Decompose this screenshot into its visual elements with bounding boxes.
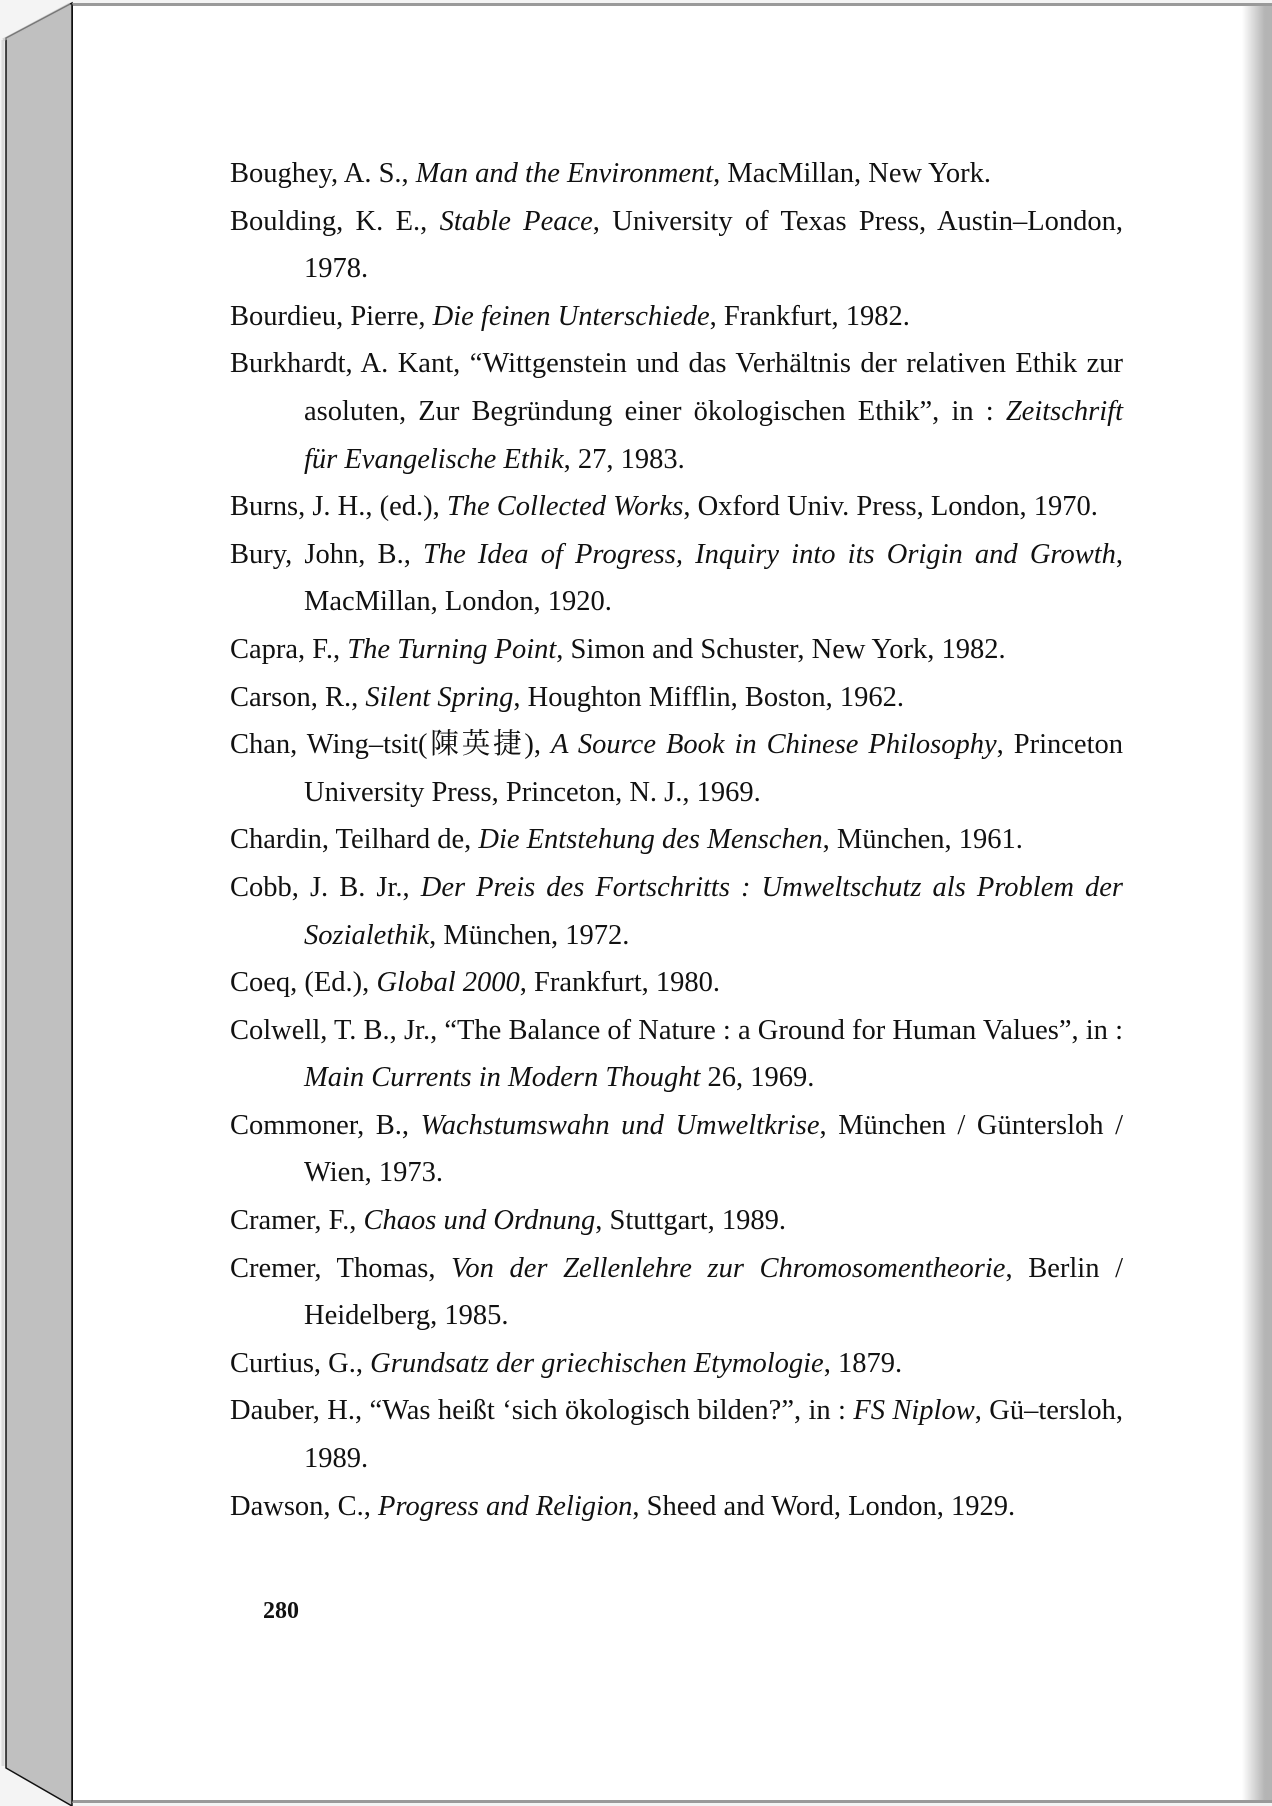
- entry-text: Boulding, K. E.,: [230, 205, 440, 237]
- entry-title: Wachstumswahn und Umweltkrise: [420, 1109, 820, 1141]
- entry-text: Commoner, B.,: [230, 1109, 421, 1141]
- bibliography-entry: [230, 626, 1123, 674]
- entry-text: Curtius, G.,: [230, 1347, 371, 1379]
- entry-title: The Turning Point: [347, 633, 557, 665]
- entry-text: , Gü–tersloh, 1989.: [304, 1395, 1124, 1475]
- page-number: 280: [263, 1598, 299, 1624]
- entry-title: Der Preis des Fortschritts : Umweltschutz als Problem der Sozialethik: [304, 871, 1123, 951]
- entry-title: The Collected Works: [446, 491, 684, 523]
- bibliography-entry: [230, 1102, 1123, 1197]
- entry-text: , University of Texas Press, Austin–London, 1978.: [304, 205, 1123, 285]
- bibliography-entry: [230, 483, 1123, 531]
- entry-text: , Berlin / Heidelberg, 1985.: [304, 1252, 1123, 1332]
- bibliography-entry: [230, 1007, 1123, 1102]
- entry-text: , Frankfurt, 1982.: [709, 300, 910, 332]
- entry-title: Man and the Environment: [415, 158, 714, 189]
- entry-text: Cremer, Thomas,: [230, 1252, 452, 1284]
- entry-title: Progress and Religion: [378, 1490, 633, 1522]
- entry-text: , Houghton Mifflin, Boston, 1962.: [513, 681, 905, 713]
- entry-text: Coeq, (Ed.),: [230, 967, 377, 999]
- entry-text: Boughey, A. S.,: [230, 158, 416, 189]
- entry-text: Colwell, T. B., Jr., “The Balance of Nature : a Ground for Human Values”, in :: [230, 1014, 1123, 1046]
- entry-title: A Source Book in Chinese Philosophy: [551, 729, 997, 761]
- bibliography-entry: [230, 198, 1123, 293]
- page-edge-shadow: [1242, 6, 1272, 1800]
- entry-title: Grundsatz der griechischen Etymologie: [370, 1347, 824, 1379]
- entry-title: Zeitschrift für Evangelische Ethik: [304, 395, 1123, 475]
- entry-text: , MacMillan, London, 1920.: [304, 538, 1123, 618]
- entry-text: Chardin, Teilhard de,: [230, 824, 479, 856]
- entry-title: Main Currents in Modern Thought: [304, 1062, 701, 1094]
- bibliography-entry: [230, 1483, 1123, 1531]
- bibliography-entry: [230, 293, 1123, 341]
- entry-title: Silent Spring: [365, 681, 514, 713]
- bibliography-entry: [230, 816, 1123, 864]
- bibliography-entry: [230, 1387, 1123, 1482]
- entry-text: , Sheed and Word, London, 1929.: [632, 1490, 1016, 1522]
- entry-title: Global 2000: [376, 967, 520, 999]
- entry-text: Chan, Wing–tsit(陳英捷),: [230, 729, 552, 761]
- entry-title: The Idea of Progress, Inquiry into its Origin and Growth: [422, 538, 1116, 570]
- entry-text: , München / Güntersloh / Wien, 1973.: [304, 1109, 1124, 1189]
- bibliography-entry: [230, 674, 1123, 722]
- entry-text: Capra, F.,: [230, 633, 348, 665]
- entry-title: Von der Zellenlehre zur Chromosomentheorie: [451, 1252, 1006, 1284]
- entry-text: Bourdieu, Pierre,: [230, 300, 433, 332]
- entry-title: Chaos und Ordnung: [363, 1205, 596, 1237]
- entry-text: , Stuttgart, 1989.: [595, 1205, 787, 1237]
- entry-text: , München, 1961.: [822, 824, 1023, 856]
- bibliography-entry: [230, 864, 1123, 959]
- bibliography-entry: [230, 531, 1123, 626]
- bibliography-entry: [230, 1245, 1123, 1340]
- entry-text: Burns, J. H., (ed.),: [230, 491, 447, 523]
- entry-text: , Princeton University Press, Princeton, N. J., 1969.: [304, 729, 1123, 808]
- entry-text: Bury, John, B.,: [230, 538, 423, 570]
- entry-text: , München, 1972.: [429, 919, 630, 951]
- entry-text: , MacMillan, New York.: [713, 158, 992, 189]
- entry-text: Dawson, C.,: [230, 1490, 379, 1522]
- entry-title: Stable Peace: [439, 205, 593, 237]
- entry-text: , 1879.: [823, 1347, 903, 1379]
- bibliography-entry: [230, 959, 1123, 1007]
- entry-text: , Simon and Schuster, New York, 1982.: [556, 633, 1006, 665]
- entry-text: Carson, R.,: [230, 681, 366, 713]
- bibliography-entry: [230, 1197, 1123, 1245]
- entry-title: Die feinen Unterschiede: [432, 300, 710, 332]
- bibliography-list: [230, 150, 1123, 1530]
- entry-title: Die Entstehung des Menschen: [478, 824, 823, 856]
- entry-text: , Frankfurt, 1980.: [519, 967, 720, 999]
- book-spine: [0, 0, 80, 1806]
- bibliography-entry: [230, 150, 1123, 198]
- entry-text: Dauber, H., “Was heißt ‘sich ökologisch bilden?”, in :: [230, 1395, 854, 1427]
- entry-text: Cobb, J. B. Jr.,: [230, 871, 421, 903]
- entry-text: , 27, 1983.: [563, 443, 685, 475]
- entry-text: , Oxford Univ. Press, London, 1970.: [683, 491, 1098, 523]
- entry-text: Cramer, F.,: [230, 1205, 364, 1237]
- entry-title: FS Niplow: [853, 1395, 975, 1427]
- entry-text: 26, 1969.: [700, 1062, 815, 1094]
- bibliography-entry: [230, 1340, 1123, 1388]
- bibliography-entry: [230, 721, 1123, 816]
- bibliography-entry: [230, 340, 1123, 483]
- entry-text: Burkhardt, A. Kant, “Wittgenstein und das Verhältnis der relativen Ethik zur asoluten, Zur Begründung einer ökologischen Ethik”, in :: [230, 348, 1123, 427]
